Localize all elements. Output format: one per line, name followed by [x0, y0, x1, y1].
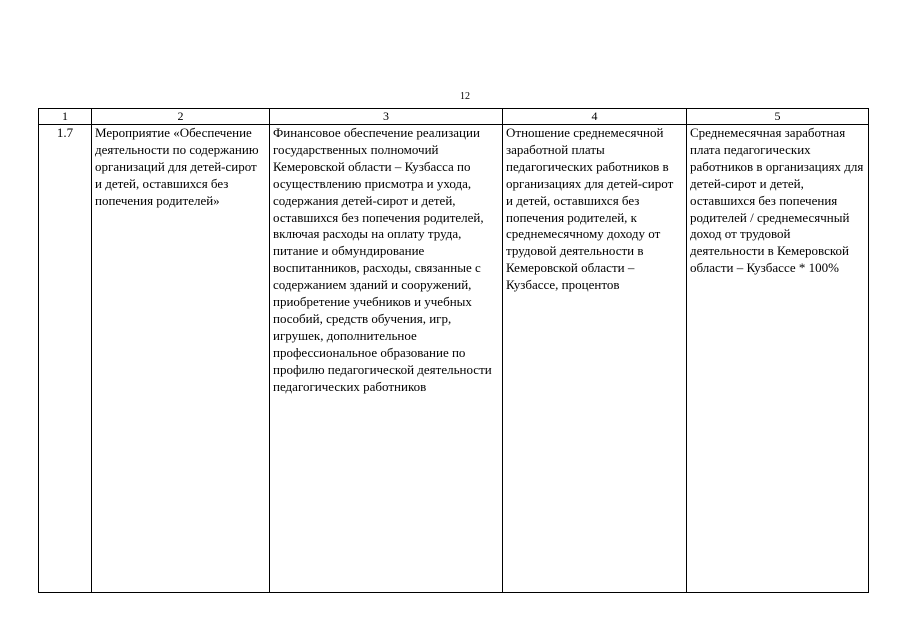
- formula-text: Среднемесячная заработная плата педагогических работников в организациях для детей-сирот и детей, оставшихся без попечения родителей / среднемесячный доход от трудовой деятельности в Кемеровской области – Кузбассе * 100%: [690, 125, 864, 276]
- description-cell: [270, 125, 503, 593]
- column-header-3: 3: [270, 109, 503, 125]
- indicator-cell: [503, 125, 687, 593]
- table-row: [39, 125, 869, 593]
- row-number-cell: 1.7: [39, 125, 92, 593]
- page-number: 12: [460, 91, 470, 102]
- event-text: Мероприятие «Обеспечение деятельности по содержанию организаций для детей-сирот и детей, оставшихся без попечения родителей»: [95, 125, 259, 208]
- indicator-text: Отношение среднемесячной заработной платы педагогических работников в организациях для детей-сирот и детей, оставшихся без попечения родителей, к среднемесячному доходу от трудовой деятельности в Кемеровской области – Кузбассе, процентов: [506, 125, 674, 293]
- column-header-2: 2: [92, 109, 270, 125]
- column-header-1: 1: [39, 109, 92, 125]
- formula-cell: [687, 125, 869, 593]
- table-header-row: [39, 109, 869, 125]
- description-text: Финансовое обеспечение реализации государственных полномочий Кемеровской области – Кузбасса по осуществлению присмотра и ухода, содержания детей-сирот и детей, оставшихся без попечения родителей, включая расходы на оплату труда, питание и обмундирование воспитанников, расходы, связанные с содержанием зданий и сооружений, приобретение учебников и учебных пособий, средств обучения, игр, игрушек, дополнительное профессиональное образование по профилю педагогической деятельности педагогических работников: [273, 125, 492, 394]
- event-cell: [92, 125, 270, 593]
- column-header-5: 5: [687, 109, 869, 125]
- indicator-table: [38, 108, 869, 593]
- column-header-4: 4: [503, 109, 687, 125]
